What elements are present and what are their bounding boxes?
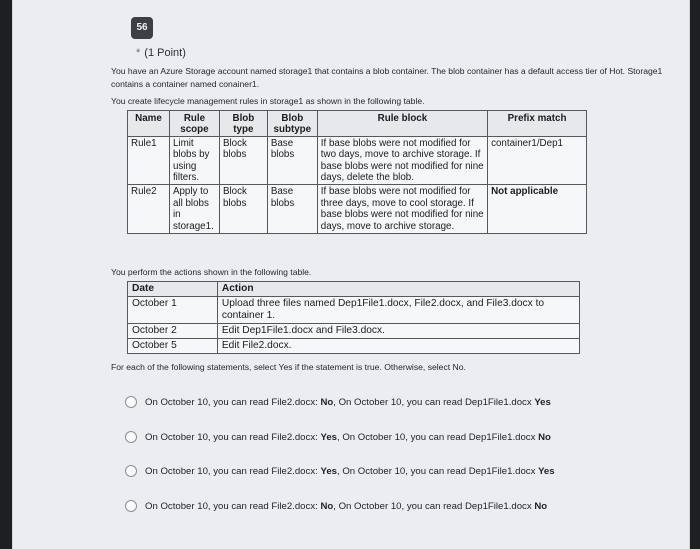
question-number-badge: 56 <box>131 17 153 39</box>
rule-scope-cell: Limit blobs by using filters. <box>169 136 219 185</box>
prefix-match-cell: container1/Dep1 <box>488 136 587 185</box>
statement-instruction: For each of the following statements, select Yes if the statement is true. Otherwise, select No. <box>111 362 466 372</box>
question-points <box>136 47 186 59</box>
action-description-cell: Upload three files named Dep1File1.docx, File2.docx, and File3.docx to container 1. <box>217 297 579 324</box>
radio-button[interactable] <box>125 431 137 443</box>
blob-subtype-cell: Base blobs <box>267 136 317 185</box>
rule-name-cell: Rule1 <box>128 136 170 185</box>
prefix-match-cell: Not applicable <box>488 185 587 234</box>
column-header: Name <box>128 111 170 137</box>
answer-option-1[interactable] <box>125 393 551 411</box>
column-header: Blob type <box>219 111 267 137</box>
table-header-row <box>128 111 587 137</box>
action-date-cell: October 2 <box>128 324 218 339</box>
rule-scope-cell: Apply to all blobs in storage1. <box>169 185 219 234</box>
table-row <box>128 297 580 324</box>
rule-name-cell: Rule2 <box>128 185 170 234</box>
action-date-cell: October 5 <box>128 339 218 354</box>
answer-option-2[interactable] <box>125 428 551 446</box>
option-text: On October 10, you can read File2.docx: No, On October 10, you can read Dep1File1.docx No <box>145 500 548 512</box>
table-row <box>128 339 580 354</box>
column-header: Rule block <box>317 111 487 137</box>
blob-type-cell: Block blobs <box>219 185 267 234</box>
rule-block-cell: If base blobs were not modified for three days, move to cool storage. If base blobs were not modified for nine days, move to archive storage. <box>317 185 487 234</box>
required-asterisk: * <box>136 47 141 59</box>
blob-type-cell: Block blobs <box>219 136 267 185</box>
question-intro-line3: You create lifecycle management rules in storage1 as shown in the following table. <box>111 96 425 106</box>
table-row <box>128 324 580 339</box>
column-header: Rule scope <box>169 111 219 137</box>
option-text: On October 10, you can read File2.docx: Yes, On October 10, you can read Dep1File1.docx No <box>145 431 551 443</box>
question-intro-line1: You have an Azure Storage account named storage1 that contains a blob container. The blob container has a default access tier of Hot. Storage1 <box>111 66 663 76</box>
table-header-row <box>128 282 580 297</box>
table-row <box>128 136 587 185</box>
answer-option-4[interactable] <box>125 497 547 515</box>
answer-option-3[interactable] <box>125 462 555 480</box>
column-header: Prefix match <box>488 111 587 137</box>
column-header: Date <box>128 282 218 297</box>
column-header: Action <box>217 282 579 297</box>
action-description-cell: Edit File2.docx. <box>217 339 579 354</box>
lifecycle-rules-table <box>127 110 587 234</box>
rule-block-cell: If base blobs were not modified for two days, move to archive storage. If base blobs were not modified for nine days, delete the blob. <box>317 136 487 185</box>
action-date-cell: October 1 <box>128 297 218 324</box>
column-header: Blob subtype <box>267 111 317 137</box>
option-text: On October 10, you can read File2.docx: Yes, On October 10, you can read Dep1File1.docx Yes <box>145 465 555 477</box>
table-row <box>128 185 587 234</box>
radio-button[interactable] <box>125 396 137 408</box>
action-description-cell: Edit Dep1File1.docx and File3.docx. <box>217 324 579 339</box>
radio-button[interactable] <box>125 500 137 512</box>
option-text: On October 10, you can read File2.docx: No, On October 10, you can read Dep1File1.docx Yes <box>145 396 551 408</box>
question-intro-line2: contains a container named conainer1. <box>111 79 260 89</box>
radio-button[interactable] <box>125 465 137 477</box>
blob-subtype-cell: Base blobs <box>267 185 317 234</box>
actions-table <box>127 281 580 354</box>
points-label: (1 Point) <box>144 47 186 59</box>
actions-intro: You perform the actions shown in the following table. <box>111 267 312 277</box>
question-card <box>12 0 690 549</box>
